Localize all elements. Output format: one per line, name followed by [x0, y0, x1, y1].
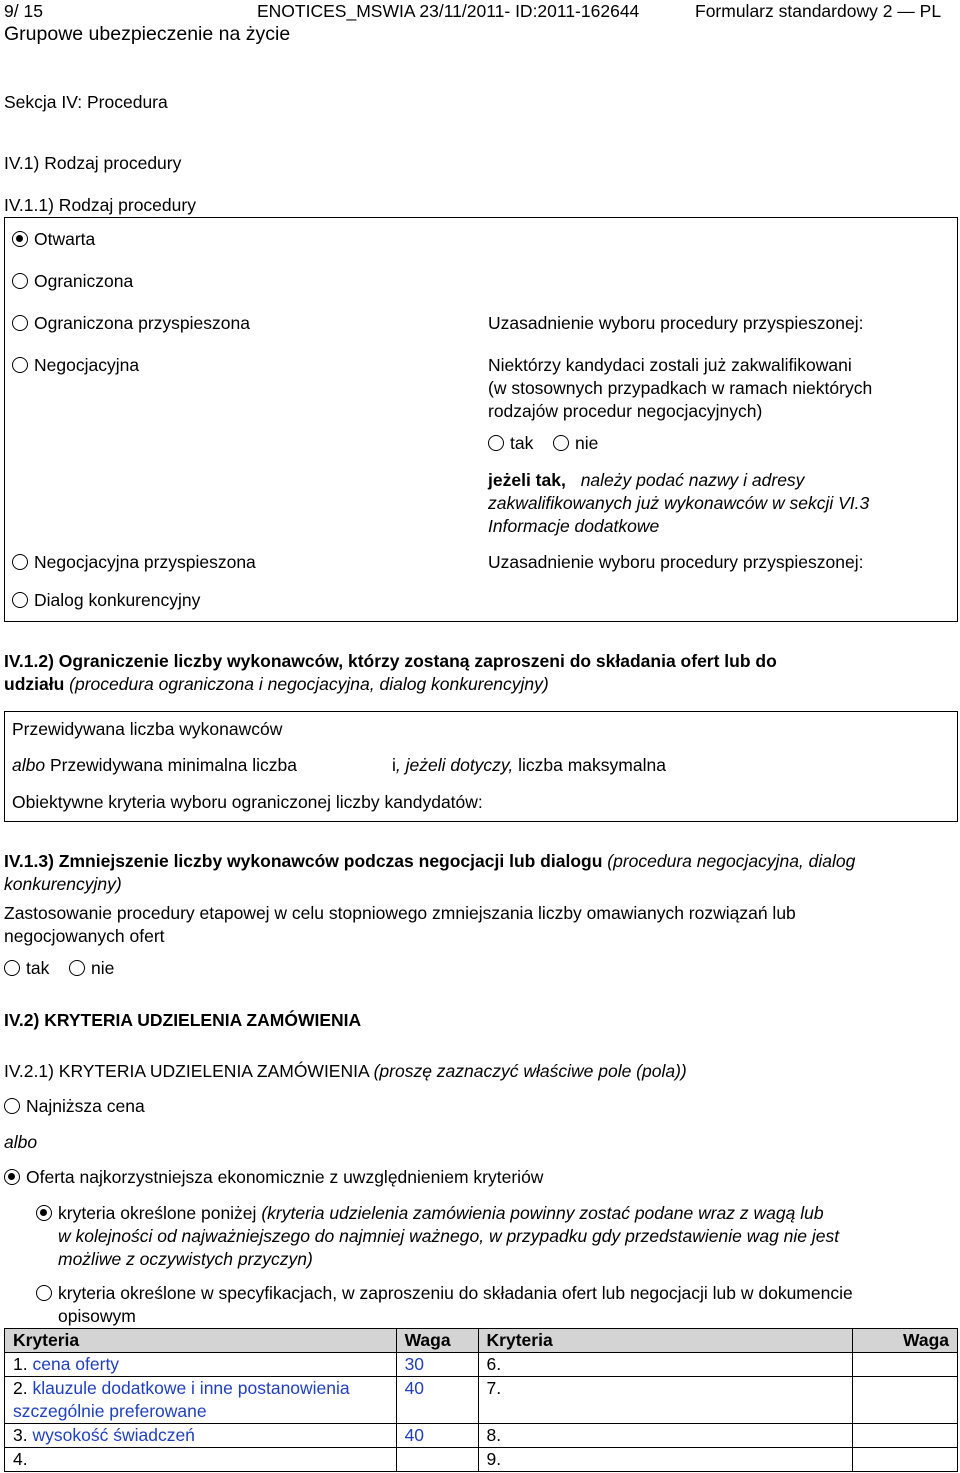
uzasadnienie-label-2: Uzasadnienie wyboru procedury przyspieszonej:	[488, 552, 864, 572]
option-label: Oferta najkorzystniejsza ekonomicznie z uwzględnieniem kryteriów	[26, 1167, 544, 1187]
option-label: tak	[26, 958, 50, 978]
option-label: Dialog konkurencyjny	[34, 590, 201, 610]
option-label: Ograniczona przyspieszona	[34, 313, 250, 333]
przewidywana-liczba: Przewidywana liczba wykonawców	[12, 719, 283, 739]
s412-title-2	[4, 673, 549, 696]
s421-title-main: IV.2.1) KRYTERIA UDZIELENIA ZAMÓWIENIA	[4, 1061, 369, 1081]
przewidywana-min-line	[12, 754, 297, 777]
s413-title-line-2: konkurencyjny)	[4, 874, 122, 894]
albo-label-2: albo	[4, 1132, 38, 1152]
criterion-cell	[5, 1353, 397, 1377]
header-kryteria-2: Kryteria	[478, 1329, 853, 1353]
section-iv1: IV.1) Rodzaj procedury	[4, 153, 182, 173]
obiektywne-kryteria: Obiektywne kryteria wyboru ograniczonej liczby kandydatów:	[12, 792, 483, 812]
header-waga: Waga	[396, 1329, 478, 1353]
weight-cell: 40	[396, 1424, 478, 1448]
option-label: Otwarta	[34, 229, 96, 249]
option-ograniczona[interactable]	[12, 270, 133, 293]
option-ograniczona-przyspieszona[interactable]	[12, 312, 250, 335]
criterion-name: cena oferty	[32, 1354, 120, 1374]
criterion-name: wysokość świadczeń	[32, 1425, 195, 1445]
criterion-cell-2: 9.	[478, 1448, 853, 1472]
weight-cell-2	[853, 1424, 958, 1448]
radio-icon[interactable]	[12, 592, 28, 608]
s412-title-1: IV.1.2) Ograniczenie liczby wykonawców, którzy zostaną zaproszeni do składania ofert lub do	[4, 651, 777, 671]
option-label: Negocjacyjna przyspieszona	[34, 552, 256, 572]
option-label: nie	[575, 433, 599, 453]
option-label: Najniższa cena	[26, 1096, 145, 1116]
weight-cell-2	[853, 1353, 958, 1377]
radio-icon[interactable]	[12, 554, 28, 570]
jezeli-dotyczy: , jeżeli dotyczy,	[395, 755, 514, 775]
header-kryteria: Kryteria	[5, 1329, 397, 1353]
criterion-num: 2.	[13, 1378, 28, 1398]
niektorzy-line-2: (w stosownych przypadkach w ramach niektórych	[488, 378, 873, 398]
option-label: kryteria określone poniżej	[58, 1203, 257, 1223]
s412-title-bold: udziału	[4, 674, 65, 694]
s421-title	[4, 1060, 687, 1083]
criterion-num: 4.	[13, 1449, 28, 1469]
niektorzy-line-3: rodzajów procedur negocjacyjnych)	[488, 401, 763, 421]
przewidywana-min: Przewidywana minimalna liczba	[49, 755, 298, 775]
weight-cell: 40	[396, 1377, 478, 1424]
radio-icon[interactable]	[69, 960, 85, 976]
radio-icon[interactable]	[36, 1285, 52, 1301]
s413-title-line-1	[4, 850, 855, 873]
section-title: Sekcja IV: Procedura	[4, 92, 168, 112]
s421-title-italic: (proszę zaznaczyć właściwe pole (pola))	[373, 1061, 687, 1081]
table-row	[5, 1448, 958, 1472]
radio-checked-icon[interactable]	[36, 1205, 52, 1221]
option-negocjacyjna-przyspieszona[interactable]	[12, 551, 256, 574]
weight-cell-2	[853, 1377, 958, 1424]
option-negocjacyjna[interactable]	[12, 354, 139, 377]
criterion-num: 3.	[13, 1425, 28, 1445]
kryteria-ponizej-note: (kryteria udzielenia zamówienia powinny zostać podane wraz z wagą lub	[261, 1203, 824, 1223]
option-label: nie	[91, 958, 115, 978]
s413-title-bold: IV.1.3) Zmniejszenie liczby wykonawców podczas negocjacji lub dialogu	[4, 851, 603, 871]
radio-icon[interactable]	[4, 1098, 20, 1114]
criterion-cell-2: 6.	[478, 1353, 853, 1377]
zastosowanie-line-1: Zastosowanie procedury etapowej w celu stopniowego zmniejszania liczby omawianych rozwiązań lub	[4, 903, 796, 923]
criterion-cell	[5, 1448, 397, 1472]
s413-option-nie[interactable]	[69, 957, 114, 980]
kryteria-spec-line-2: opisowym	[58, 1306, 136, 1326]
s42-title: IV.2) KRYTERIA UDZIELENIA ZAMÓWIENIA	[4, 1010, 362, 1030]
albo-label: albo	[12, 755, 46, 775]
table-header-row	[5, 1329, 958, 1353]
criterion-cell-2: 8.	[478, 1424, 853, 1448]
nalezy-line-2: zakwalifikowanych już wykonawców w sekcji VI.3	[488, 493, 870, 513]
option-nie[interactable]	[553, 432, 598, 455]
radio-icon[interactable]	[488, 435, 504, 451]
zastosowanie-line-2: negocjowanych ofert	[4, 926, 165, 946]
criterion-cell	[5, 1424, 397, 1448]
option-otwarta[interactable]	[12, 228, 95, 251]
s413-title-italic: (procedura negocjacyjna, dialog	[607, 851, 856, 871]
criterion-cell	[5, 1377, 397, 1424]
page-number: 9/ 15	[4, 1, 43, 21]
radio-checked-icon[interactable]	[12, 231, 28, 247]
table-row	[5, 1377, 958, 1424]
radio-icon[interactable]	[4, 960, 20, 976]
option-kryteria-spec[interactable]	[36, 1282, 853, 1305]
criteria-table	[4, 1328, 958, 1472]
option-dialog[interactable]	[12, 589, 200, 612]
jezeli-tak: jeżeli tak,	[488, 470, 566, 490]
liczba-max-line	[392, 754, 666, 777]
nalezy-line-1: należy podać nazwy i adresy	[580, 470, 805, 490]
kryteria-ponizej-line-2: w kolejności od najważniejszego do najmniej ważnego, w przypadku gdy przedstawienie wag nie jest	[58, 1226, 840, 1246]
liczba-max: liczba maksymalna	[518, 755, 666, 775]
option-tak[interactable]	[488, 432, 533, 455]
document-id: ENOTICES_MSWIA 23/11/2011- ID:2011-162644	[257, 1, 640, 21]
jezeli-tak-line	[488, 469, 804, 492]
option-oferta[interactable]	[4, 1166, 543, 1189]
radio-icon[interactable]	[553, 435, 569, 451]
uzasadnienie-label: Uzasadnienie wyboru procedury przyspieszonej:	[488, 313, 864, 333]
kryteria-ponizej-line-3: możliwe z oczywistych przyczyn)	[58, 1249, 313, 1269]
radio-icon[interactable]	[12, 357, 28, 373]
weight-cell	[396, 1448, 478, 1472]
section-iv11: IV.1.1) Rodzaj procedury	[4, 195, 196, 215]
i-label: i	[392, 755, 396, 775]
table-row	[5, 1424, 958, 1448]
option-label: kryteria określone w specyfikacjach, w zaproszeniu do składania ofert lub negocjacji lub w dokumencie	[58, 1283, 853, 1303]
radio-icon[interactable]	[12, 273, 28, 289]
s412-title-italic: (procedura ograniczona i negocjacyjna, dialog konkurencyjny)	[69, 674, 549, 694]
s413-option-tak[interactable]	[4, 957, 49, 980]
option-label: Ograniczona	[34, 271, 134, 291]
header-waga-2: Waga	[853, 1329, 958, 1353]
option-kryteria-ponizej[interactable]	[36, 1202, 824, 1225]
radio-icon[interactable]	[12, 315, 28, 331]
option-label: Negocjacyjna	[34, 355, 140, 375]
nalezy-line-3: Informacje dodatkowe	[488, 516, 660, 536]
option-najnizsza-cena[interactable]	[4, 1095, 145, 1118]
niektorzy-line-1: Niektórzy kandydaci zostali już zakwalifikowani	[488, 355, 852, 375]
criterion-cell-2: 7.	[478, 1377, 853, 1424]
weight-cell: 30	[396, 1353, 478, 1377]
document-title: Grupowe ubezpieczenie na życie	[4, 23, 291, 45]
form-name-text: Formularz standardowy 2 — PL	[695, 1, 942, 21]
table-row	[5, 1353, 958, 1377]
criterion-name: klauzule dodatkowe i inne postanowienia szczególnie preferowane	[13, 1378, 350, 1421]
criterion-num: 1.	[13, 1354, 28, 1374]
option-label: tak	[510, 433, 534, 453]
form-name	[695, 0, 941, 23]
weight-cell-2	[853, 1448, 958, 1472]
radio-checked-icon[interactable]	[4, 1169, 20, 1185]
